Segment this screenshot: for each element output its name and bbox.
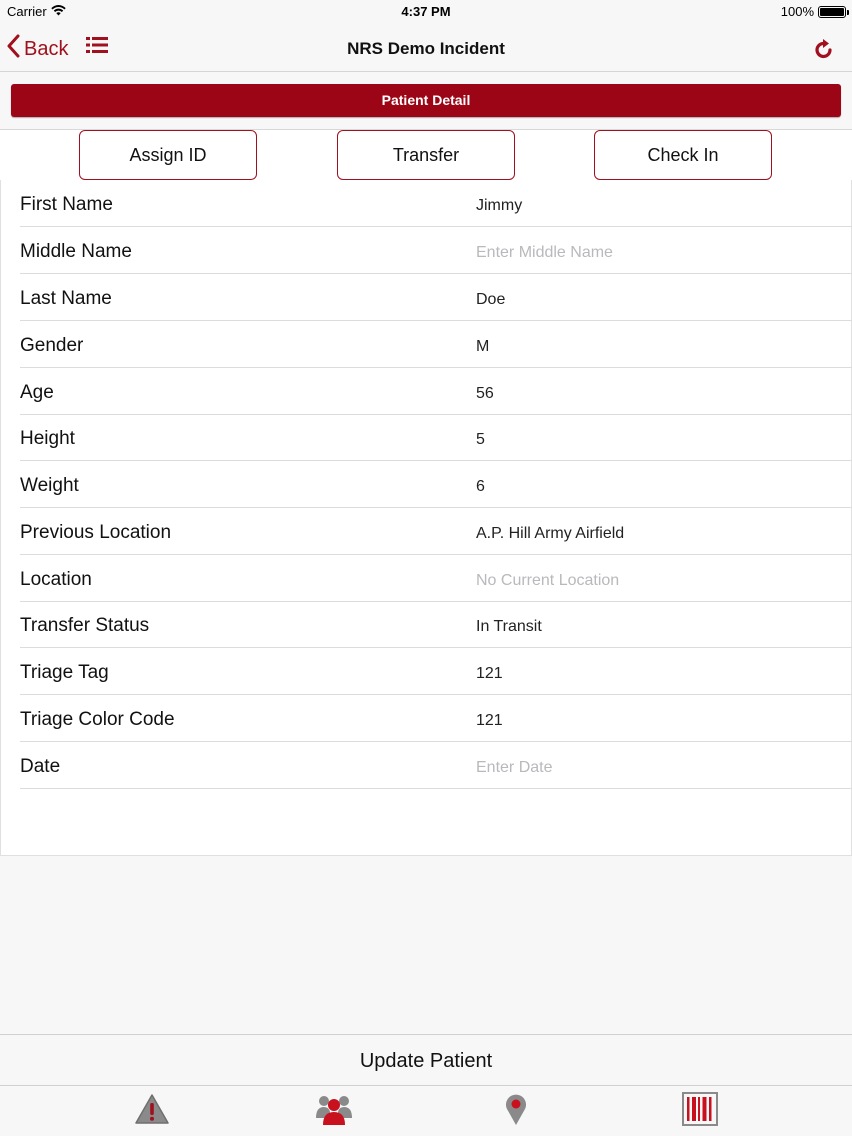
section-banner: Patient Detail [11,84,841,117]
field-label: Location [20,569,92,590]
status-bar [0,0,852,24]
patients-icon [315,1092,353,1131]
field-label: Triage Color Code [20,709,175,730]
page-title: NRS Demo Incident [347,39,505,58]
last-name-field[interactable]: Doe [476,291,506,308]
location-pin-icon [504,1092,528,1131]
form-row-age[interactable] [20,368,852,415]
form-row-date[interactable] [20,742,852,789]
update-patient-button[interactable]: Update Patient [0,1034,852,1086]
triage-tag-field[interactable]: 121 [476,665,503,682]
check-in-button[interactable]: Check In [594,130,772,180]
tab-bar [0,1086,852,1136]
form-row-triage-tag[interactable] [20,648,852,695]
form-row-transfer-status[interactable] [20,601,852,648]
form-row-first-name[interactable] [20,180,852,227]
back-label: Back [24,37,69,60]
battery-icon [818,6,846,18]
action-button-row [0,130,852,180]
height-field[interactable]: 5 [476,431,485,448]
date-field[interactable]: Enter Date [476,759,553,776]
form-row-location[interactable] [20,555,852,602]
barcode-icon [682,1092,718,1131]
form-row-gender[interactable] [20,321,852,368]
form-row-previous-location[interactable] [20,508,852,555]
field-label: Date [20,756,61,777]
form-row-height[interactable] [20,414,852,461]
form-row-last-name[interactable] [20,274,852,321]
field-label: First Name [20,194,113,215]
battery-percent: 100% [780,4,814,19]
tab-scan[interactable] [680,1092,720,1130]
tab-incidents[interactable] [132,1092,172,1130]
middle-name-field[interactable]: Enter Middle Name [476,244,613,261]
form-row-triage-color-code[interactable] [20,695,852,742]
transfer-status-field[interactable]: In Transit [476,618,542,635]
refresh-icon[interactable] [814,38,834,65]
age-field[interactable]: 56 [476,385,494,402]
patient-form [0,180,852,856]
form-row-middle-name[interactable] [20,227,852,274]
field-label: Weight [20,475,79,496]
field-label: Middle Name [20,241,132,262]
status-time: 4:37 PM [401,4,451,19]
field-label: Age [20,382,54,403]
tab-locations[interactable] [496,1092,536,1130]
field-label: Transfer Status [20,615,150,636]
banner-container [0,73,852,130]
nav-bar [0,24,852,72]
tab-patients[interactable] [314,1092,354,1130]
transfer-button[interactable]: Transfer [337,130,515,180]
triage-color-code-field[interactable]: 121 [476,712,503,729]
form-row-weight[interactable] [20,461,852,508]
field-label: Previous Location [20,522,172,543]
carrier-label: Carrier [7,4,47,19]
assign-id-button[interactable]: Assign ID [79,130,257,180]
field-label: Gender [20,335,84,356]
first-name-field[interactable]: Jimmy [476,197,523,214]
field-label: Last Name [20,288,112,309]
field-label: Triage Tag [20,662,109,683]
location-field[interactable]: No Current Location [476,572,620,589]
warning-icon [134,1093,170,1130]
field-label: Height [20,428,75,449]
gender-field[interactable]: M [476,338,490,355]
previous-location-field[interactable]: A.P. Hill Army Airfield [476,525,625,542]
weight-field[interactable]: 6 [476,478,485,495]
status-right [781,4,846,19]
